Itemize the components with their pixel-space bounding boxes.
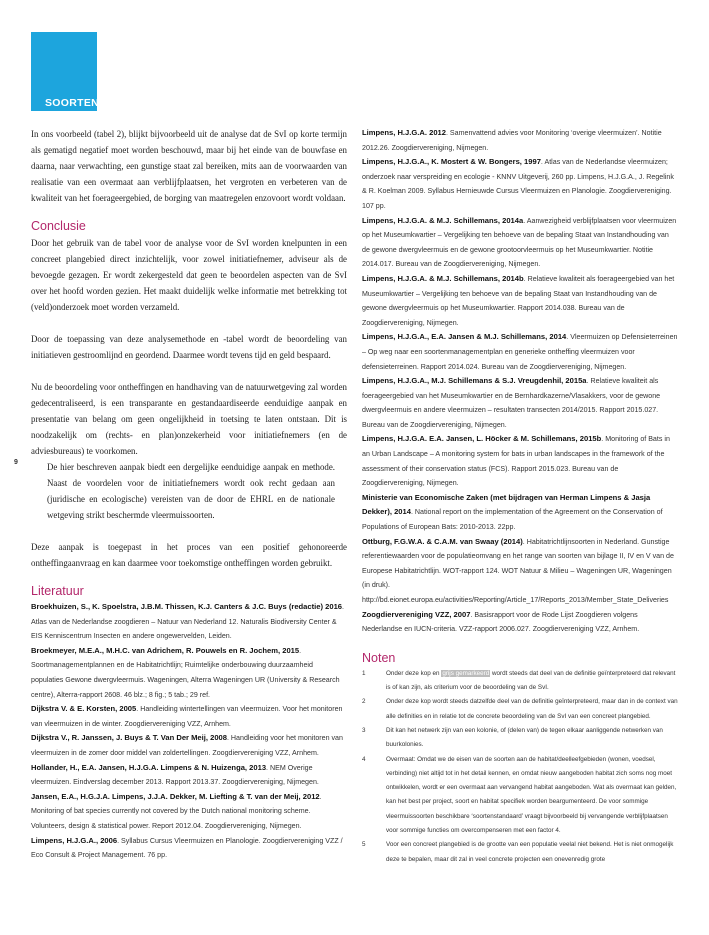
note-text-rest: wordt steeds dat deel van de definitie geïnterpreteerd dat relevant is of kan zijn, als criterium voor de beoordeling van de SvI. <box>386 669 676 692</box>
section-tag <box>31 32 100 111</box>
reference-item <box>31 600 347 644</box>
conclusie-paragraph-2: Door de toepassing van deze analysemethode en -tabel wordt de beoordeling van initiatieven gestroomlijnd en geordend. Daarmee wordt tevens tijd en geld bespaard. <box>31 334 347 360</box>
note-item <box>362 753 678 839</box>
reference-authors: Limpens, H.J.G.A., M.J. Schillemans & S.J. Vreugdenhil, 2015a <box>362 376 587 386</box>
sidebar-text <box>0 615 2 678</box>
reference-text: . Relatieve kwaliteit als foerageergebied van het Museumkwartier en de Bernhardkazerne/Vlasakkers, voor de gewone dwergvleermuis en andere vleermuizen – resultaten transecten 2014/2015. Rapport 2015.027. Bureau van de Zoogdiervereniging, Nijmegen. <box>362 377 661 429</box>
note-text-main: Voor een concreet plangebied is de grootte van een populatie veelal niet bekend. Het is niet onmogelijk deze te bepalen, maar dit zal in veel concrete projecten een onevenredig grote <box>386 841 674 863</box>
reference-authors: Limpens, H.J.G.A., 2006 <box>31 835 118 845</box>
reference-authors: Broekhuizen, S., K. Spoelstra, J.B.M. Thissen, K.J. Canters & J.C. Buys (redactie) 2016 <box>31 602 343 611</box>
reference-item <box>31 834 347 863</box>
note-item <box>362 838 678 867</box>
conclusie-paragraph-5: Deze aanpak is toegepast in het proces van een positief gehonoreerde ontheffingaanvraag en kan daarmee voor toekomstige ontheffingen worden gebruikt. <box>31 542 347 568</box>
note-highlight: grijs gemarkeerd <box>442 669 490 677</box>
reference-list-right <box>362 126 678 637</box>
reference-item <box>31 761 347 790</box>
reference-text: . Syllabus Cursus Vleermuizen en Planologie. Zoogdiervereniging VZZ / Eco Consult & Project Management. 76 pp. <box>31 836 343 860</box>
note-item <box>362 667 678 696</box>
left-column <box>31 126 347 863</box>
reference-text: . Basisrapport voor de Rode Lijst Zoogdieren volgens Nederlandse en IUCN-criteria. VZZ-rapport 2006.027. Zoogdiervereniging VZZ, Arnhem. <box>362 610 640 634</box>
reference-text: . Aanwezigheid verblijfplaatsen voor vleermuizen op het Museumkwartier – Vergelijking ten behoeve van de bepaling Staat van Instandhouding van de gewone dwergvleermuis en de gewone grootoorvleermuis op het Museumkwartier. Notitie 2014.017. Bureau van de Zoogdiervereniging, Nijmegen. <box>362 216 677 269</box>
note-number: 4 <box>362 755 366 763</box>
reference-authors: Ottburg, F.G.W.A. & C.A.M. van Swaay (2014) <box>362 536 523 546</box>
right-column <box>362 126 678 867</box>
reference-item <box>31 731 347 760</box>
reference-authors: Limpens, H.J.G.A., E.A. Jansen & M.J. Schillemans, 2014 <box>362 332 567 342</box>
reference-authors: Hollander, H., E.A. Jansen, H.J.G.A. Limpens & N. Huizenga, 2013 <box>31 762 267 772</box>
intro-paragraph: In ons voorbeeld (tabel 2), blijkt bijvoorbeeld uit de analyse dat de SvI op korte termijn als gematigd negatief moet worden beschouwd, maar bij het einde van de bouwfase en daarna, naar verwachting, een gunstige staat zal bereiken, mits aan de voorwaarden van realisatie van een overmaat aan verblijfplaatsen, het vergroten en verbeteren van de kwaliteit van het foerageergebied, de borging van maatregelen enzovoort wordt voldaan. <box>31 129 347 203</box>
conclusie-paragraph-4: De hier beschreven aanpak biedt een dergelijke eenduidige aanpak en methode. Naast de voordelen voor de initiatiefnemers wordt ook recht gedaan aan (juridische en ecologische) vereisten van de door de EHRL en de nationale wetgeving strikt beschermde vleermuissoorten. <box>47 462 335 520</box>
note-text-main: Dit kan het netwerk zijn van een kolonie, of (delen van) de tegen elkaar aanliggende netwerken van buurkolonies. <box>386 726 663 749</box>
reference-item <box>362 535 678 608</box>
reference-item <box>362 608 678 637</box>
heading-literatuur: Literatuur <box>31 584 84 598</box>
note-text <box>386 724 678 753</box>
note-number: 3 <box>362 726 366 734</box>
reference-text: . Monitoring of Bats in an Urban Landscape – A monitoring system for bats in urban landscapes in the framework of the assessment of their conservation status (FCS). Rapport 2015.023. Bureau van de Zoogdiervereniging, Nijmegen. <box>362 435 670 488</box>
reference-item <box>362 126 678 155</box>
conclusie-body <box>31 235 347 571</box>
reference-text: . Vleermuizen op Defensieterreinen – Op weg naar een soortenmanagementplan en generieke ontheffing vleermuizen voor defensieterreinen. Rapport 2014.024. Bureau van de Zoogdiervereniging, Nijmegen. <box>362 333 678 371</box>
page-number: 9 <box>14 459 18 466</box>
reference-authors: Broekmeyer, M.E.A., M.H.C. van Adrichem, R. Pouwels en R. Jochem, 2015 <box>31 645 300 655</box>
reference-text: . Handleiding wintertellingen van vleermuizen. Voor het monitoren van vleermuizen in de winter. Zoogdiervereniging VZZ, Arnhem. <box>31 705 343 728</box>
reference-item <box>362 432 678 490</box>
reference-text: . Soortmanagementplannen en de Habitatrichtlijn; Ruimtelijke onderbouwing duurzaamheid populaties Gewone dwergvleermuis. Wageningen, Alterra Wageningen UR (University & Research centre), Alterra-rapport 2608. 46 blz.; 8 fig.; 5 tab.; 29 ref. <box>31 646 340 699</box>
reference-authors: Dijkstra V. & E. Korsten, 2005 <box>31 704 137 714</box>
reference-authors: Ministerie van Economische Zaken (met bijdragen van Herman Limpens & Jasja Dekker), 2014 <box>362 492 651 517</box>
heading-noten: Noten <box>362 650 396 665</box>
reference-text: . Handleiding voor het monitoren van vleermuizen in de zomer door middel van zoldertellingen. Zoogdiervereniging VZZ, Arnhem. <box>31 734 343 757</box>
reference-item <box>362 374 678 432</box>
reference-item <box>362 272 678 330</box>
reference-item <box>362 330 678 374</box>
reference-authors: Limpens, H.J.G.A. 2012 <box>362 128 446 137</box>
note-item <box>362 724 678 753</box>
body-text-left <box>31 126 347 206</box>
section-tag-label: SOORTEN <box>45 97 100 109</box>
note-item <box>362 695 678 724</box>
note-text-main: Overmaat: Omdat we de eisen van de soorten aan de habitat/deelleefgebieden (wonen, voedsel, verbinding) niet altijd tot in het detail kennen, en omdat nieuw aangeboden habitat zich soms nog moet ontwikkelen, wordt er een overmaat aan vervangend habitat aangeboden. Wat als overmaat kan gelden, kan het best per project, soort en habitat specifiek worden beargumenteerd. De voor sommige vleermuissoorten beschikbare ‘soortenstandaard’ vraagt bijvoorbeeld bij vervangende verblijfplaatsen voor sommige functies om overcompenseren met een factor 4. <box>386 755 677 835</box>
reference-authors: Limpens, H.J.G.A., K. Mostert & W. Bongers, 1997 <box>362 157 541 167</box>
reference-text: . Atlas van de Nederlandse zoogdieren – Natuur van Nederland 12. Naturalis Biodiversity Center & EIS Kenniscentrum Insecten en andere ongewervelden, Leiden. <box>31 603 345 641</box>
note-number: 5 <box>362 841 366 849</box>
reference-text: . Habitatrichtlijnsoorten in Nederland. Gunstige referentiewaarden voor de populatieomvang en het range van soorten van bijlage II, IV en V van de Europese Habitatrichtlijn. WOT-rapport 124. WOT Natuur & Milieu – Wageningen UR, Wageningen (in druk). http://bd.eionet.europa.eu/activities/Reporting/Article_17/Reports_2013/Member_State_Deliveries <box>362 537 674 604</box>
note-text-main: Onder deze kop wordt steeds datzelfde deel van de definitie geïnterpreteerd, maar dan in de context van alle definities en in relatie tot de concrete beoordeling van de SvI van een concreet plangebied. <box>386 698 678 720</box>
reference-item <box>362 214 678 272</box>
reference-text: . NEM Overige vleermuizen. Eindverslag december 2013. Rapport 2013.37. Zoogdiervereniging, Nijmegen. <box>31 763 319 787</box>
sidebar-vertical-label <box>9 600 19 700</box>
note-text <box>386 753 678 839</box>
note-text <box>386 838 678 867</box>
notes-list <box>362 667 678 867</box>
note-number: 1 <box>362 669 366 677</box>
reference-item <box>31 790 347 834</box>
reference-authors: Limpens, H.J.G.A. & M.J. Schillemans, 2014b <box>362 273 524 283</box>
reference-item <box>362 155 678 213</box>
reference-text: . Samenvattend advies voor Monitoring ‘overige vleermuizen’. Notitie 2012.26. Zoogdiervereniging, Nijmegen. <box>362 129 662 152</box>
note-text <box>386 695 678 724</box>
reference-authors: Jansen, E.A., H.G.J.A. Limpens, J.J.A. Dekker, M. Liefting & T. van der Meij, 2012 <box>31 791 320 801</box>
reference-text: . Relatieve kwaliteit als foerageergebied van het Museumkwartier – Vergelijking ten behoeve van de bepaling Staat van Instandhouding van de gewone dwergvleermuis op het Museumkwartier. Rapport 2014.038. Bureau van de Zoogdiervereniging, Nijmegen. <box>362 274 675 327</box>
reference-item <box>31 702 347 731</box>
reference-list-left <box>31 600 347 863</box>
reference-text: . National report on the implementation of the Agreement on the Conservation of Populations of European Bats: 2010-2013. 22pp. <box>362 508 663 532</box>
reference-text: . Monitoring of bat species currently not covered by the Dutch national monitoring scheme. Volunteers, design & statistical power. Report 2012.04. Zoogdiervereniging, Nijmegen. <box>31 792 322 830</box>
note-text <box>386 667 678 696</box>
reference-item <box>362 491 678 535</box>
conclusie-paragraph-3: Nu de beoordeling voor ontheffingen en handhaving van de natuurwetgeving zal worden gedecentraliseerd, is een transparante en gestandaardiseerde eenduidige aanpak en presentatie van belang om geen ongelijkheid in toetsing te laten ontstaan. Dit is noodzakelijk om (rechts- en plan)onzekerheid voor initiatiefnemers (en de adviesbureaus) te voorkomen. <box>31 382 347 456</box>
reference-authors: Limpens, H.J.G.A. & M.J. Schillemans, 2014a <box>362 215 524 225</box>
heading-conclusie: Conclusie <box>31 219 86 233</box>
reference-item <box>31 644 347 702</box>
note-text-main: Onder deze kop en <box>386 669 442 677</box>
reference-authors: Zoogdiervereniging VZZ, 2007 <box>362 609 471 619</box>
note-number: 2 <box>362 698 366 706</box>
reference-text: . Atlas van de Nederlandse vleermuizen; onderzoek naar verspreiding en ecologie - KNNV Uitgeverij, 260 pp. Limpens, H.J.G.A., J. Regelink & R. Koelman 2009. Syllabus Hernieuwde Cursus Vleermuizen en Planologie. Zoogdiervereniging. 107 pp. <box>362 158 674 210</box>
conclusie-paragraph-1: Door het gebruik van de tabel voor de analyse voor de SvI worden knelpunten in een concreet plangebied direct inzichtelijk, voor zowel initiatiefnemer, adviseur als de bevoegde gezagen. Er wordt zekergesteld dat geen te beoordelen aspecten van de SvI over het hoofd worden gezien. Het maakt duidelijk welke informatie met betrekking tot (veld)onderzoek moet worden verzameld. <box>31 238 347 312</box>
reference-authors: Limpens, H.J.G.A. E.A. Jansen, L. Höcker & M. Schillemans, 2015b <box>362 434 602 444</box>
reference-authors: Dijkstra V., R. Janssen, J. Buys & T. Van Der Meij, 2008 <box>31 733 227 743</box>
